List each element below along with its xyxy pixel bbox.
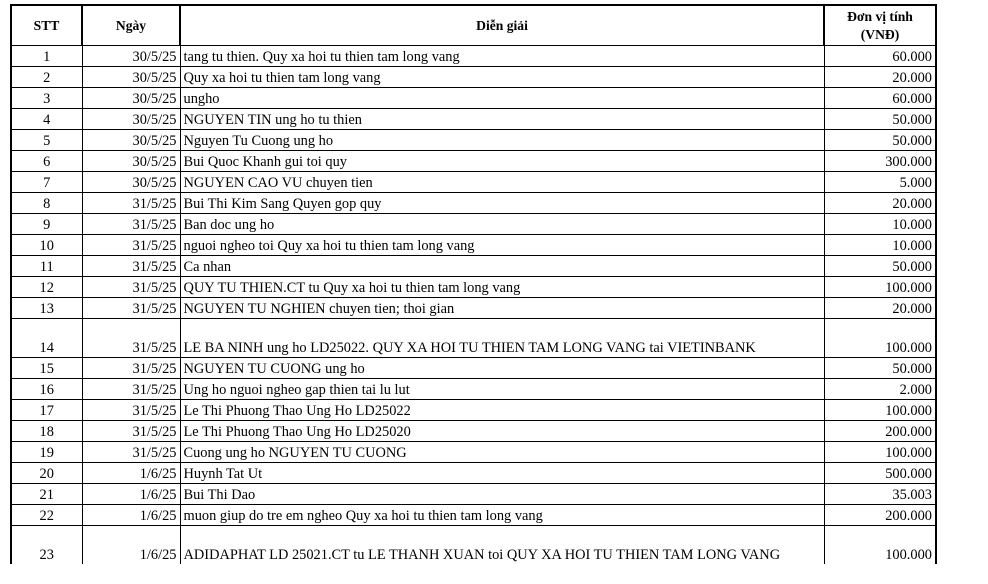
cell-stt: 8 xyxy=(11,193,82,214)
cell-amount: 500.000 xyxy=(824,463,936,484)
cell-description: Le Thi Phuong Thao Ung Ho LD25020 xyxy=(180,421,824,442)
cell-amount: 300.000 xyxy=(824,151,936,172)
cell-amount: 20.000 xyxy=(824,67,936,88)
cell-date: 31/5/25 xyxy=(82,379,180,400)
cell-stt: 5 xyxy=(11,130,82,151)
cell-amount: 100.000 xyxy=(824,526,936,565)
cell-description: nguoi ngheo toi Quy xa hoi tu thien tam long vang xyxy=(180,235,824,256)
cell-description: LE BA NINH ung ho LD25022. QUY XA HOI TU THIEN TAM LONG VANG tai VIETINBANK xyxy=(180,319,824,358)
cell-date: 31/5/25 xyxy=(82,400,180,421)
cell-stt: 19 xyxy=(11,442,82,463)
cell-stt: 20 xyxy=(11,463,82,484)
cell-description: Bui Thi Dao xyxy=(180,484,824,505)
table-row xyxy=(11,277,936,298)
cell-date: 30/5/25 xyxy=(82,88,180,109)
cell-stt: 16 xyxy=(11,379,82,400)
cell-stt: 2 xyxy=(11,67,82,88)
table-row xyxy=(11,400,936,421)
cell-date: 31/5/25 xyxy=(82,319,180,358)
cell-description: Bui Quoc Khanh gui toi quy xyxy=(180,151,824,172)
cell-amount: 100.000 xyxy=(824,277,936,298)
table-row xyxy=(11,151,936,172)
cell-amount: 200.000 xyxy=(824,421,936,442)
cell-amount: 60.000 xyxy=(824,46,936,67)
cell-date: 30/5/25 xyxy=(82,109,180,130)
cell-amount: 5.000 xyxy=(824,172,936,193)
table-row xyxy=(11,109,936,130)
cell-amount: 2.000 xyxy=(824,379,936,400)
cell-stt: 10 xyxy=(11,235,82,256)
cell-date: 30/5/25 xyxy=(82,151,180,172)
cell-amount: 100.000 xyxy=(824,319,936,358)
table-row xyxy=(11,421,936,442)
cell-description: NGUYEN TU CUONG ung ho xyxy=(180,358,824,379)
cell-date: 31/5/25 xyxy=(82,358,180,379)
cell-stt: 21 xyxy=(11,484,82,505)
cell-description: NGUYEN TIN ung ho tu thien xyxy=(180,109,824,130)
cell-stt: 13 xyxy=(11,298,82,319)
table-row xyxy=(11,88,936,109)
cell-amount: 10.000 xyxy=(824,235,936,256)
cell-date: 30/5/25 xyxy=(82,130,180,151)
cell-description: NGUYEN CAO VU chuyen tien xyxy=(180,172,824,193)
donation-ledger-table xyxy=(10,4,937,564)
cell-stt: 11 xyxy=(11,256,82,277)
cell-amount: 50.000 xyxy=(824,256,936,277)
cell-amount: 50.000 xyxy=(824,358,936,379)
table-row xyxy=(11,442,936,463)
cell-description: muon giup do tre em ngheo Quy xa hoi tu thien tam long vang xyxy=(180,505,824,526)
cell-amount: 20.000 xyxy=(824,193,936,214)
cell-date: 31/5/25 xyxy=(82,298,180,319)
cell-stt: 4 xyxy=(11,109,82,130)
cell-date: 31/5/25 xyxy=(82,421,180,442)
table-header xyxy=(11,5,936,46)
header-date: Ngày xyxy=(82,5,180,46)
table-row xyxy=(11,379,936,400)
cell-amount: 200.000 xyxy=(824,505,936,526)
cell-description: ungho xyxy=(180,88,824,109)
cell-amount: 100.000 xyxy=(824,400,936,421)
table-body xyxy=(11,46,936,565)
header-amount-unit: Đơn vị tính xyxy=(847,8,913,24)
cell-description: Huynh Tat Ut xyxy=(180,463,824,484)
table-row xyxy=(11,505,936,526)
cell-amount: 50.000 xyxy=(824,130,936,151)
cell-amount: 100.000 xyxy=(824,442,936,463)
cell-date: 31/5/25 xyxy=(82,442,180,463)
cell-stt: 6 xyxy=(11,151,82,172)
cell-stt: 18 xyxy=(11,421,82,442)
table-row xyxy=(11,484,936,505)
cell-description: Ban doc ung ho xyxy=(180,214,824,235)
cell-description: Cuong ung ho NGUYEN TU CUONG xyxy=(180,442,824,463)
cell-stt: 23 xyxy=(11,526,82,565)
cell-description: Bui Thi Kim Sang Quyen gop quy xyxy=(180,193,824,214)
table-row xyxy=(11,298,936,319)
table-row xyxy=(11,256,936,277)
header-row xyxy=(11,5,936,46)
cell-description: Quy xa hoi tu thien tam long vang xyxy=(180,67,824,88)
table-row xyxy=(11,193,936,214)
cell-stt: 12 xyxy=(11,277,82,298)
cell-description: QUY TU THIEN.CT tu Quy xa hoi tu thien tam long vang xyxy=(180,277,824,298)
cell-date: 1/6/25 xyxy=(82,505,180,526)
table-row xyxy=(11,319,936,358)
cell-stt: 22 xyxy=(11,505,82,526)
table-row xyxy=(11,130,936,151)
cell-description: ADIDAPHAT LD 25021.CT tu LE THANH XUAN toi QUY XA HOI TU THIEN TAM LONG VANG xyxy=(180,526,824,565)
table-row xyxy=(11,358,936,379)
table-row xyxy=(11,172,936,193)
cell-stt: 17 xyxy=(11,400,82,421)
table-row xyxy=(11,214,936,235)
cell-date: 1/6/25 xyxy=(82,463,180,484)
cell-amount: 35.003 xyxy=(824,484,936,505)
header-amount-currency: (VNĐ) xyxy=(860,26,900,42)
table-row xyxy=(11,463,936,484)
cell-date: 31/5/25 xyxy=(82,235,180,256)
cell-stt: 7 xyxy=(11,172,82,193)
cell-amount: 20.000 xyxy=(824,298,936,319)
cell-amount: 10.000 xyxy=(824,214,936,235)
cell-description: tang tu thien. Quy xa hoi tu thien tam long vang xyxy=(180,46,824,67)
cell-date: 30/5/25 xyxy=(82,172,180,193)
table-row xyxy=(11,235,936,256)
cell-date: 31/5/25 xyxy=(82,214,180,235)
table-row xyxy=(11,46,936,67)
header-description: Diễn giải xyxy=(180,5,824,46)
cell-amount: 60.000 xyxy=(824,88,936,109)
cell-stt: 14 xyxy=(11,319,82,358)
cell-description: Ca nhan xyxy=(180,256,824,277)
cell-description: Ung ho nguoi ngheo gap thien tai lu lut xyxy=(180,379,824,400)
header-amount xyxy=(824,5,936,46)
table-row xyxy=(11,526,936,565)
header-stt: STT xyxy=(11,5,82,46)
cell-date: 31/5/25 xyxy=(82,193,180,214)
cell-stt: 15 xyxy=(11,358,82,379)
cell-date: 31/5/25 xyxy=(82,277,180,298)
cell-date: 30/5/25 xyxy=(82,67,180,88)
cell-date: 1/6/25 xyxy=(82,484,180,505)
cell-stt: 9 xyxy=(11,214,82,235)
cell-stt: 3 xyxy=(11,88,82,109)
cell-stt: 1 xyxy=(11,46,82,67)
table-row xyxy=(11,67,936,88)
cell-amount: 50.000 xyxy=(824,109,936,130)
cell-description: NGUYEN TU NGHIEN chuyen tien; thoi gian xyxy=(180,298,824,319)
cell-date: 31/5/25 xyxy=(82,256,180,277)
cell-date: 1/6/25 xyxy=(82,526,180,565)
cell-date: 30/5/25 xyxy=(82,46,180,67)
cell-description: Nguyen Tu Cuong ung ho xyxy=(180,130,824,151)
cell-description: Le Thi Phuong Thao Ung Ho LD25022 xyxy=(180,400,824,421)
